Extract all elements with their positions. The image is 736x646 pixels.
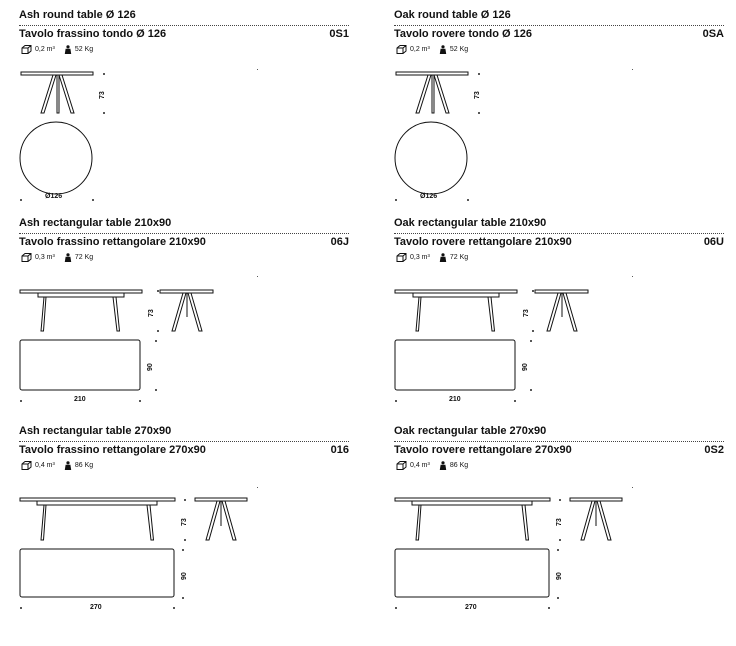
dimension-marker <box>92 199 94 201</box>
dimension-marker <box>20 199 22 201</box>
round-table-drawing <box>19 9 119 209</box>
top-view-rectangle <box>395 549 549 597</box>
weight-value: 72 Kg <box>449 254 469 261</box>
dimension-marker <box>478 112 480 114</box>
depth-dimension: 90 <box>522 363 529 371</box>
dimension-marker <box>395 199 397 201</box>
side-elevation <box>160 290 213 331</box>
side-elevation <box>535 290 588 331</box>
volume-value: 0,2 m³ <box>35 46 55 53</box>
top-view-rectangle <box>20 340 140 390</box>
volume-value: 0,4 m³ <box>410 462 430 469</box>
product-title-it: Tavolo frassino rettangolare 270x90 <box>19 444 206 456</box>
height-dimension: 73 <box>523 309 530 317</box>
top-view-rectangle <box>395 340 515 390</box>
dimension-marker <box>548 607 550 609</box>
reference-dot <box>632 276 633 277</box>
product-code: 0SA <box>702 28 724 40</box>
product-oak-round-table <box>394 9 724 209</box>
front-elevation <box>20 498 175 540</box>
front-elevation <box>20 290 142 331</box>
dimension-marker <box>395 607 397 609</box>
depth-dimension: 90 <box>556 572 563 580</box>
dimension-marker <box>557 597 559 599</box>
dimension-marker <box>532 330 534 332</box>
volume-value: 0,3 m³ <box>35 254 55 261</box>
dimension-marker <box>184 499 186 501</box>
reference-dot <box>257 69 258 70</box>
dimension-marker <box>395 400 397 402</box>
product-title-en: Ash rectangular table 210x90 <box>19 217 172 229</box>
dimension-marker <box>173 607 175 609</box>
dimension-marker <box>530 389 532 391</box>
height-dimension: 73 <box>474 91 481 99</box>
weight-value: 52 Kg <box>449 46 469 53</box>
product-oak-rectangular-table-210 <box>394 217 724 417</box>
length-dimension: 210 <box>74 396 86 403</box>
product-title-en: Ash rectangular table 270x90 <box>19 425 172 437</box>
top-view-circle <box>395 122 467 194</box>
front-elevation <box>395 290 517 331</box>
volume-value: 0,4 m³ <box>35 462 55 469</box>
height-dimension: 73 <box>99 91 106 99</box>
product-code: 016 <box>330 444 349 456</box>
dimension-marker <box>155 389 157 391</box>
dimension-marker <box>103 73 105 75</box>
product-code: 06U <box>703 236 724 248</box>
product-title-en: Oak round table Ø 126 <box>394 9 511 21</box>
dimension-marker <box>157 290 159 292</box>
round-table-drawing <box>394 9 494 209</box>
dimension-marker <box>184 539 186 541</box>
product-ash-rectangular-table-270 <box>19 425 349 625</box>
depth-dimension: 90 <box>147 363 154 371</box>
depth-dimension: 90 <box>181 572 188 580</box>
rectangular-table-drawing <box>19 217 219 407</box>
product-title-it: Tavolo frassino tondo Ø 126 <box>19 28 167 40</box>
length-dimension: 270 <box>90 604 102 611</box>
front-elevation <box>395 498 550 540</box>
product-title-it: Tavolo rovere rettangolare 210x90 <box>394 236 572 248</box>
dimension-marker <box>157 330 159 332</box>
height-dimension: 73 <box>181 518 188 526</box>
dimension-marker <box>557 549 559 551</box>
dimension-marker <box>182 549 184 551</box>
rectangular-table-drawing <box>19 425 259 620</box>
weight-value: 72 Kg <box>74 254 94 261</box>
reference-dot <box>632 69 633 70</box>
product-title-en: Ash round table Ø 126 <box>19 9 136 21</box>
diameter-dimension: Ø126 <box>45 193 63 200</box>
side-elevation <box>195 498 247 540</box>
volume-value: 0,2 m³ <box>410 46 430 53</box>
reference-dot <box>257 276 258 277</box>
side-elevation <box>570 498 622 540</box>
volume-value: 0,3 m³ <box>410 254 430 261</box>
dimension-marker <box>478 73 480 75</box>
dimension-marker <box>182 597 184 599</box>
side-elevation <box>21 72 93 113</box>
product-ash-round-table <box>19 9 349 209</box>
rectangular-table-drawing <box>394 425 634 620</box>
diameter-dimension: Ø126 <box>420 193 438 200</box>
product-code: 0S2 <box>704 444 724 456</box>
product-title-en: Oak rectangular table 270x90 <box>394 425 547 437</box>
product-title-it: Tavolo rovere rettangolare 270x90 <box>394 444 572 456</box>
product-title-it: Tavolo frassino rettangolare 210x90 <box>19 236 206 248</box>
height-dimension: 73 <box>556 518 563 526</box>
dimension-marker <box>103 112 105 114</box>
rectangular-table-drawing <box>394 217 594 407</box>
product-code: 0S1 <box>329 28 349 40</box>
weight-value: 52 Kg <box>74 46 94 53</box>
product-oak-rectangular-table-270 <box>394 425 724 625</box>
top-view-rectangle <box>20 549 174 597</box>
side-elevation <box>396 72 468 113</box>
dimension-marker <box>20 400 22 402</box>
dimension-marker <box>530 340 532 342</box>
dimension-marker <box>532 290 534 292</box>
weight-value: 86 Kg <box>74 462 94 469</box>
weight-value: 86 Kg <box>449 462 469 469</box>
length-dimension: 270 <box>465 604 477 611</box>
product-title-it: Tavolo rovere tondo Ø 126 <box>394 28 532 40</box>
product-ash-rectangular-table-210 <box>19 217 349 417</box>
dimension-marker <box>139 400 141 402</box>
length-dimension: 210 <box>449 396 461 403</box>
product-code: 06J <box>330 236 349 248</box>
top-view-circle <box>20 122 92 194</box>
dimension-marker <box>20 607 22 609</box>
product-title-en: Oak rectangular table 210x90 <box>394 217 547 229</box>
dimension-marker <box>559 499 561 501</box>
height-dimension: 73 <box>148 309 155 317</box>
dimension-marker <box>155 340 157 342</box>
dimension-marker <box>467 199 469 201</box>
dimension-marker <box>514 400 516 402</box>
dimension-marker <box>559 539 561 541</box>
